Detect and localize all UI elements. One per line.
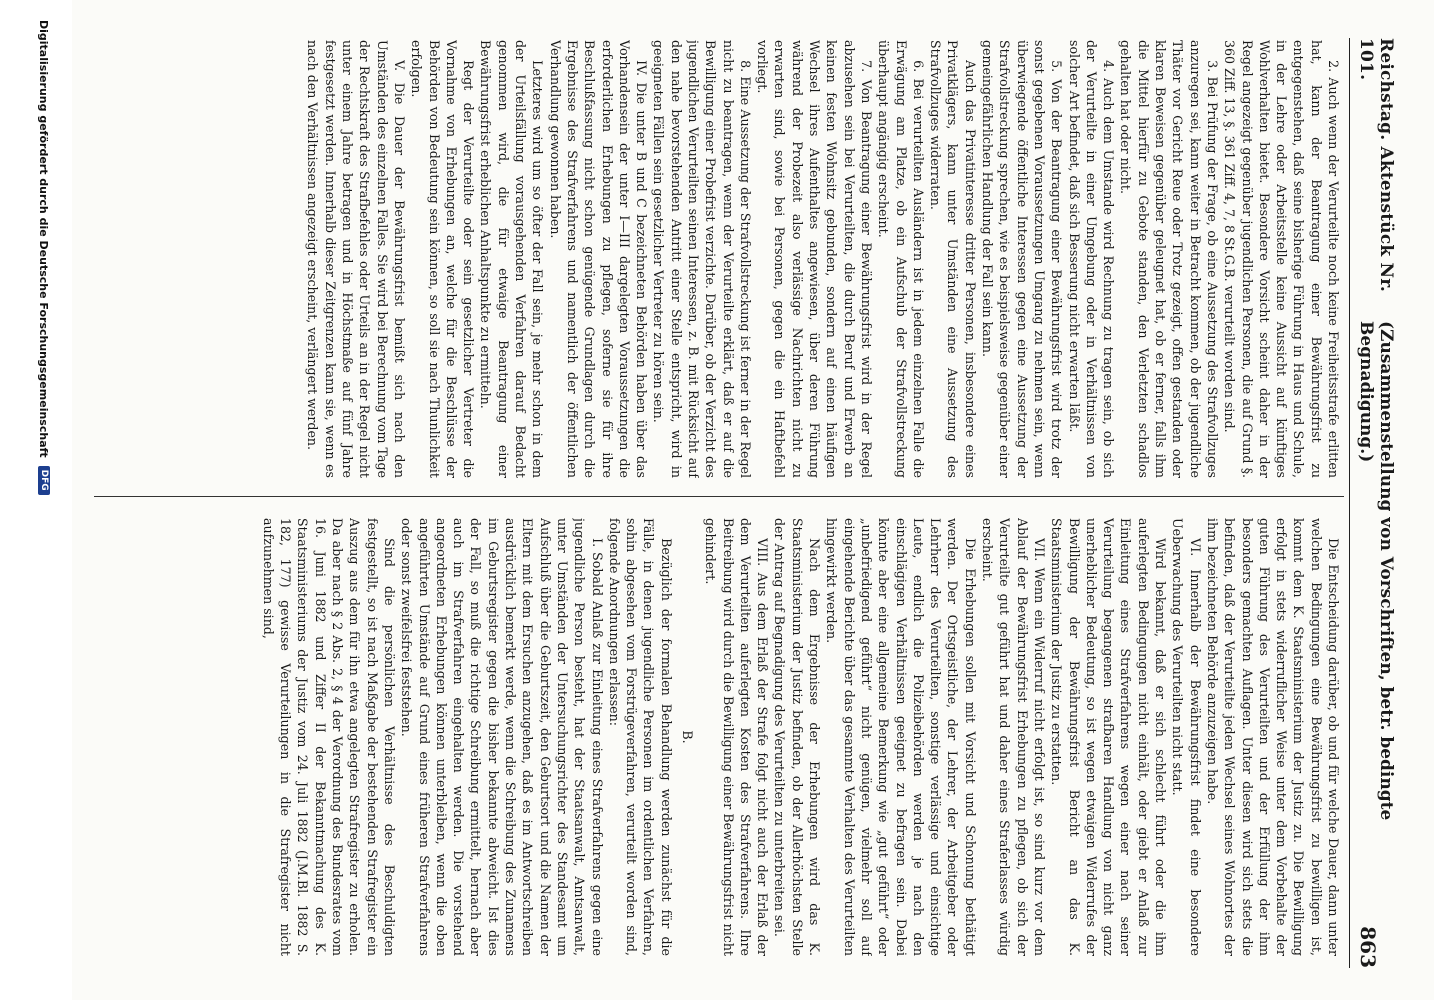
paragraph: 6. Bei verurteilten Ausländern ist in jedem einzelnen Falle die Erwägung am Platze, ob ein Aufschub der Strafvollstreckung überhaupt angängig erscheint. [876, 40, 926, 478]
header-title: Reichstag. Aktenstück Nr. 101. [1356, 38, 1396, 292]
page-header [1349, 38, 1396, 968]
paragraph: VII. Wenn ein Widerruf nicht erfolgt ist, so sind kurz vor dem Ablauf der Bewährungsfrist Erhebungen zu pflegen, ob sich der Verurteilte gut geführt hat und daher eines Straferlasses würdig erscheint. [980, 518, 1047, 956]
right-column [92, 518, 1342, 956]
header-subtitle: (Zusammenstellung von Vorschriften, betr. bedingte Begnadigung.) [1356, 321, 1396, 821]
paragraph: IV. Die unter B und C bezeichneten Behörden haben über das Vorhandensein der unter I—III dargelegten Voraussetzungen die erforderlichen Erhebungen zu pflegen, soferne sie für ihre Beschlußfassung nicht schon genügende Grundlagen durch die Ergebnisse des Strafverfahrens und namentlich der öffentlichen Verhandlung gewonnen haben. [547, 40, 650, 478]
left-column [92, 40, 1342, 478]
paragraph: VIII. Aus dem Erlaß der Strafe folgt nicht auch der Erlaß der dem Verurteilten auferlegten Kosten des Strafverfahrens. Ihre Beitreibung wird durch die Bewilligung einer Bewährungsfrist nicht gehindert. [703, 518, 771, 956]
paragraph: 3. Bei Prüfung der Frage, ob eine Aussetzung des Strafvollzuges anzuregen sei, kann weiter in Betracht kommen, ob der jugendliche Thäter vor Gericht Reue oder Trotz gezeigt, offen gestanden oder klaren Beweisen gegenüber geleugnet hat, ob er ferner, falls ihm die Mittel hierfür zu Gebote standen, den Verletzten schadlos gehalten hat oder nicht. [1118, 40, 1220, 478]
paragraph: 4. Auch dem Umstande wird Rechnung zu tragen sein, ob sich der Verurteilte in einer Umgebung oder in Verhältnissen von solcher Art befindet, daß sich Besserung nicht erwarten läßt. [1066, 40, 1117, 478]
dfg-logo: DFG [38, 466, 50, 495]
paragraph: Letzteres wird um so öfter der Fall sein, je mehr schon in dem der Urteilsfällung vorausgehenden Verfahren darauf Bedacht genommen wird, die für etwaige Beantragung einer Bewährungsfrist erheblichen Anhaltspunkte zu ermitteln. [478, 40, 546, 478]
page-number: 863 [1356, 926, 1380, 968]
paragraph: VI. Innerhalb der Bewährungsfrist findet eine besondere Ueberwachung des Verurteilten nicht statt. [1170, 518, 1203, 956]
paragraph: Die Entscheidung darüber, ob und für welche Dauer, dann unter welchen Bedingungen eine Bewährungsfrist zu bewilligen ist, kommt dem K. Staatsministerium der Justiz zu. Die Bewilligung erfolgt in stets widerruflicher Weise unter dem Vorbehalte der guten Führung des Verurteilten und der Erfüllung der ihm besonders gemachten Auflagen. Unter diesen wird sich stets die befinden, daß der Verurteilte jeden Wechsel seines Wohnortes der ihm bezeichneten Behörde anzuzeigen habe. [1204, 518, 1341, 956]
paragraph: I. Sobald Anlaß zur Einleitung eines Strafverfahrens gegen eine jugendliche Person besteht, hat der Staatsanwalt, Amtsanwalt, unter Umständen der Untersuchungsrichter des Standesamt um Aufschluß über die Geburtszeit, den Geburtsort und die Namen der Eltern mit dem Ersuchen anzugehen, daß es im Antwortschreiben ausdrücklich bemerkt werde, wenn die Schreibung des Zunamens im Geburtsregister gegen die bisher bekannte abweicht. Ist dies der Fall, so muß die richtige Schreibung ermittelt, hernach aber auch im Strafverfahren eingehalten werden. Die vorstehend angeordneten Erhebungen können unterbleiben, wenn die oben angeführten Umstände auf Grund eines früheren Strafverfahrens oder sonst zweifelsfrei feststehen. [399, 518, 605, 956]
paragraph: Auch das Privatinteresse dritter Personen, insbesondere eines Privatklägers, kann unter Umständen eine Aussetzung des Strafvollzuges widerraten. [928, 40, 978, 478]
section-heading: B. [680, 730, 696, 744]
paragraph: Die Erhebungen sollen mit Vorsicht und Schonung bethätigt werden. Der Ortsgeistliche, der Lehrer, der Arbeitgeber oder Lehrherr des Verurteilten, sonstige verlässige und einsichtige Leute, endlich die Polizeibehörden werden je nach den einschlägigen Verhältnissen geeignet zu befragen sein. Dabei könnte aber eine allgemeine Bemerkung wie „gut geführt“ oder „unbefriedigend geführt“ nicht genügen, vielmehr soll auf eingehende Berichte über das gesammte Verhalten des Verurteilten hingewirkt werden. [824, 518, 978, 956]
credit-text: Digitalisierung gefördert durch die Deutsche Forschungsgemeinschaft [37, 20, 51, 458]
paragraph: Regt der Verurteilte oder sein gesetzlicher Vertreter die Vornahme von Erhebungen an, welche für die Beschlüsse der Behörden von Bedeutung sein können, so soll sie nach Thunlichkeit erfolgen. [409, 40, 477, 478]
paragraph: V. Die Dauer der Bewährungsfrist bemißt sich nach den Umständen des einzelnen Falles. Sie wird bei Berechnung vom Tage der Rechtskraft des Strafbefehles oder Urteils an in der Regel nicht unter einem Jahre betragen und in Höchstmaße auf fünf Jahre festgesetzt werden. Innerhalb dieser Zeitgrenzen kann sie, wenn es nach den Verhältnissen angezeigt erscheint, verlängert werden. [305, 40, 407, 478]
paragraph: 5. Von der Beantragung einer Bewährungsfrist wird trotz der sonst gegebenen Voraussetzungen Umgang zu nehmen sein, wenn überwiegende öffentliche Interessen gegen eine Aussetzung der Strafvollstreckung sprechen, wie es beispielsweise gegenüber einer gemeingefährlichen Handlung der Fall sein kann. [980, 40, 1065, 478]
column-divider [94, 496, 1344, 497]
paragraph: 2. Auch wenn der Verurteilte noch keine Freiheitsstrafe erlitten hat, kann der Beantragung einer Bewährungsfrist zu entgegenstehen, daß seine bisherige Führung in Haus und Schule, in der Lehre oder Arbeitsstelle keine Aussicht auf künftiges Wohlverhalten bietet. Besondere Vorsicht scheint daher in der Regel angezeigt gegenüber jugendlichen Personen, die auf Grund §. 360 Ziff. 13, §. 361 Ziff. 4, 7, 8 St.G.B. verurteilt worden sind. [1222, 40, 1341, 478]
paragraph: Wird bekannt, daß er sich schlecht führt oder die ihm auferlegten Bedingungen nicht einhält, oder giebt er Anlaß zur Einleitung eines Strafverfahrens wegen einer nach seiner Verurteilung begangenen strafbaren Handlung von nicht ganz unerheblicher Bedeutung, so ist wegen etwaigen Widerrufes der Bewilligung der Bewährungsfrist Bericht an das K. Staatsministerium der Justiz zu erstatten. [1049, 518, 1169, 956]
digitization-credit [34, 20, 54, 980]
scanned-page [72, 0, 1434, 1000]
paragraph: 8. Eine Aussetzung der Strafvollstreckung ist ferner in der Regel nicht zu beantragen, wenn der Verurteilte erklärt, daß er auf die Bewilligung einer Probefrist verzichte. Darüber, ob der Verzicht des jugendlichen Verurteilten seinen Interessen, z. B. mit Rücksicht auf den nahe bevorstehenden Antritt einer Stelle entspricht, wird in geeigneten Fällen sein gesetzlicher Vertreter zu hören sein. [651, 40, 753, 478]
paragraph: 7. Von Beantragung einer Bewährungsfrist wird in der Regel abzusehen sein bei Verurteilten, die durch Beruf und Erwerb an keinen festen Wohnsitz gebunden, sondern auf einen häufigen Wechsel ihres Aufenthaltes angewiesen, über deren Führung während der Probezeit also verlässige Nachrichten nicht zu erwarten sind, sowie bei Personen, gegen die ein Haftbefehl vorliegt. [755, 40, 874, 478]
paragraph: Nach dem Ergebnisse der Erhebungen wird das K. Staatsministerium der Justiz befinden, ob der Allerhöchsten Stelle der Antrag auf Begnadigung des Verurteilten zu unterbreiten sei. [772, 518, 823, 956]
paragraph: Sind die persönlichen Verhältnisse des Beschuldigten festgestellt, so ist nach Maßgabe der bestehenden Strafregister ein Auszug aus dem für ihn etwa angelegten Strafregister zu erholen. Da aber nach § 2 Abs. 2, § 4 der Verordnung des Bundesrates vom 16. Juni 1882 und Ziffer II der Bekanntmachung des K. Staatsministeriums der Justiz vom 24. Juli 1882 (J.M.Bl. 1882 S. 182, 177) gewisse Verurteilungen in die Strafregister nicht aufzunehmen sind, [260, 518, 397, 956]
paragraph: Bezüglich der formalen Behandlung werden zunächst für die Fälle, in denen jugendliche Personen im ordentlichen Verfahren, sohin abgesehen vom Forstrügeverfahren, verurteilt worden sind, folgende Anordnungen erlassen: [606, 518, 674, 956]
